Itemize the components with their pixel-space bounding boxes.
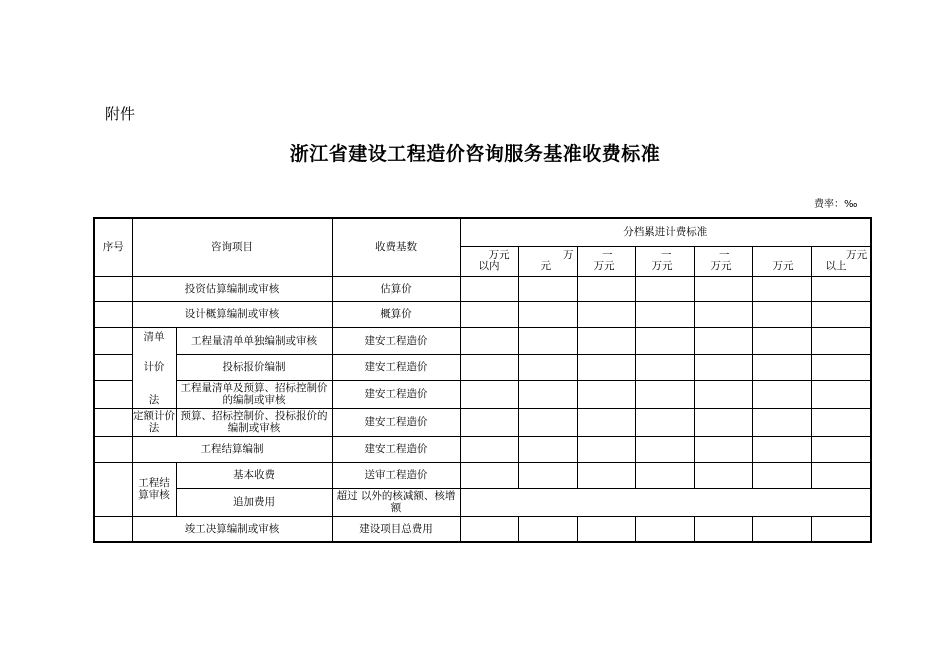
- table-row: [94, 276, 871, 301]
- index-cell: [94, 408, 132, 436]
- index-cell: [94, 327, 132, 354]
- item-cell: 工程量清单单独编制或审核: [176, 327, 332, 354]
- index-cell: [94, 380, 132, 408]
- table-row: [94, 436, 871, 462]
- table-row: [94, 327, 871, 354]
- index-cell: [94, 354, 132, 380]
- tier-header: 万元 以内: [460, 246, 518, 276]
- tier-header: 万元 以上: [811, 246, 871, 276]
- item-cell: 工程结算编制: [132, 436, 332, 462]
- base-cell: 建安工程造价: [332, 436, 460, 462]
- index-cell: [94, 436, 132, 462]
- fee-standard-table: [93, 217, 872, 543]
- table-row: [94, 354, 871, 380]
- item-cell: 工程量清单及预算、招标控制价的编制或审核: [176, 380, 332, 408]
- header-tiered: 分档累进计费标准: [460, 218, 871, 246]
- tier-header: 一 万元: [694, 246, 752, 276]
- tier-header: 万 元: [518, 246, 577, 276]
- group-label-jiesuan: 工程结算审核: [132, 462, 176, 516]
- base-cell: 估算价: [332, 276, 460, 301]
- merged-empty-cell: [460, 488, 871, 516]
- base-cell: 建安工程造价: [332, 354, 460, 380]
- index-cell: [94, 276, 132, 301]
- index-cell: [94, 516, 132, 542]
- table-row: [94, 301, 871, 327]
- item-cell: 竣工决算编制或审核: [132, 516, 332, 542]
- header-base: 收费基数: [332, 218, 460, 276]
- item-cell: 预算、招标控制价、投标报价的编制或审核: [176, 408, 332, 436]
- rate-unit-label: 费率：‰: [814, 199, 858, 210]
- tier-header: 一 万元: [577, 246, 635, 276]
- group-label-qingdan-1: 清单: [132, 327, 176, 354]
- table-row: [94, 380, 871, 408]
- item-cell: 设计概算编制或审核: [132, 301, 332, 327]
- attachment-label: 附件: [105, 105, 136, 123]
- group-label-dinge: 定额计价法: [133, 410, 175, 434]
- document-title: 浙江省建设工程造价咨询服务基准收费标准: [289, 143, 661, 165]
- header-index: 序号: [94, 218, 132, 276]
- table-row: [94, 408, 871, 436]
- index-cell: [94, 301, 132, 327]
- group-label-qingdan-3: 法: [132, 380, 176, 408]
- base-cell: 建安工程造价: [332, 327, 460, 354]
- base-cell: 概算价: [332, 301, 460, 327]
- item-cell: 投资估算编制或审核: [132, 276, 332, 301]
- base-cell: 建安工程造价: [332, 408, 460, 436]
- base-cell: 超过 以外的核减额、核增额: [332, 488, 460, 516]
- group-label-qingdan-2: 计价: [132, 354, 176, 380]
- item-cell: 追加费用: [176, 488, 332, 516]
- tier-header: 一 万元: [635, 246, 694, 276]
- table-row: [94, 488, 871, 516]
- base-cell: 建设项目总费用: [332, 516, 460, 542]
- base-cell: 建安工程造价: [332, 380, 460, 408]
- header-item: 咨询项目: [132, 218, 332, 276]
- item-cell: 投标报价编制: [176, 354, 332, 380]
- table-row: [94, 462, 871, 488]
- index-cell: [94, 462, 132, 516]
- table-row: [94, 516, 871, 542]
- item-cell: 基本收费: [176, 462, 332, 488]
- base-cell: 送审工程造价: [332, 462, 460, 488]
- tier-header: 万元: [752, 246, 811, 276]
